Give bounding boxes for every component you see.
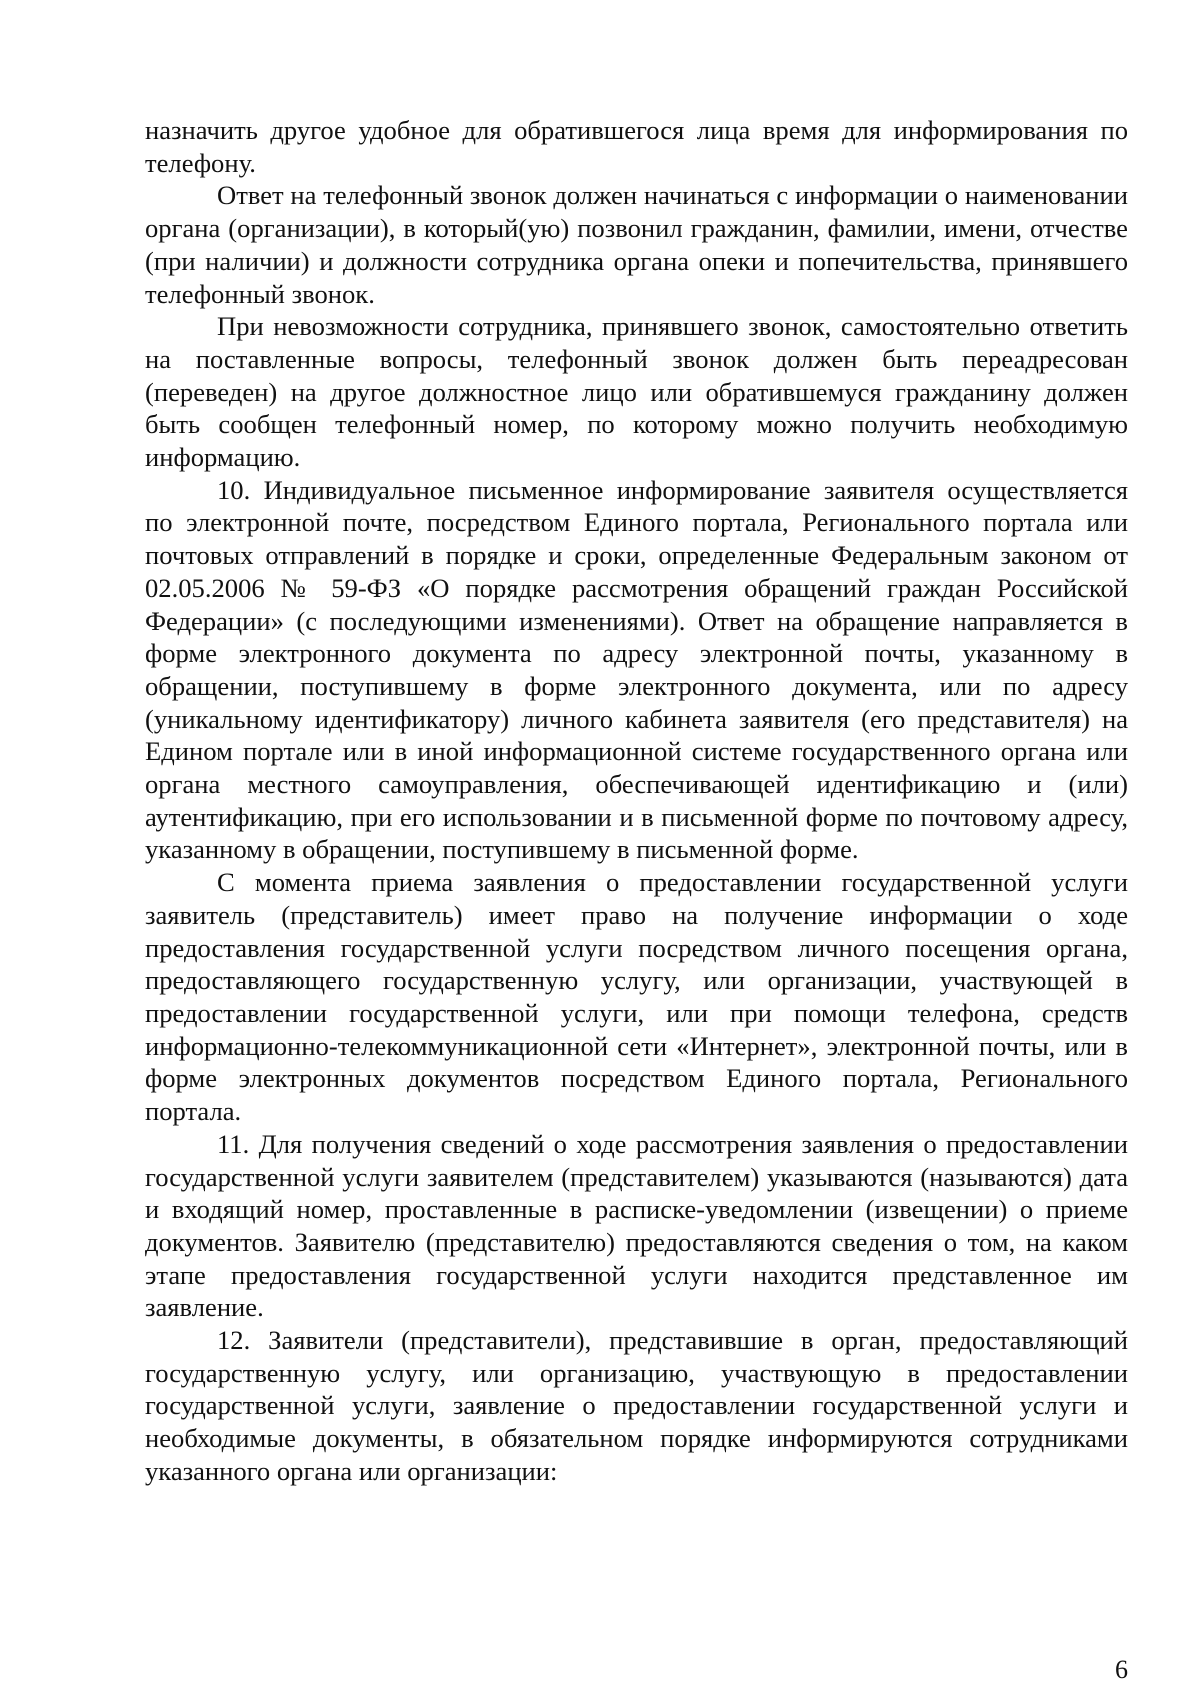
paragraph-4: 10. Индивидуальное письменное информирование заявителя осуществляется по электронной почте, посредством Единого портала, Регионального портала или почтовых отправлений в порядке и сроки, определенные Федеральным законом от 02.05.2006 № 59-ФЗ «О порядке рассмотрения обращений граждан Российской Федерации» (с последующими изменениями). Ответ на обращение направляется в форме электронного документа по адресу электронной почты, указанному в обращении, поступившему в форме электронного документа, или по адресу (уникальному идентификатору) личного кабинета заявителя (его представителя) на Едином портале или в иной информационной системе государственного органа или органа местного самоуправления, обеспечивающей идентификацию и (или) аутентификацию, при его использовании и в письменной форме по почтовому адресу, указанному в обращении, поступившему в письменной форме. (145, 474, 1128, 865)
paragraph-7: 12. Заявители (представители), представившие в орган, предоставляющий государственную услугу, или организацию, участвующую в предоставлении государственной услуги, заявление о предоставлении государственной услуги и необходимые документы, в обязательном порядке информируются сотрудниками указанного органа или организации: (145, 1325, 1128, 1486)
page-number: 6 (1115, 1655, 1128, 1684)
paragraph-1: назначить другое удобное для обратившегося лица время для информирования по телефону. (145, 115, 1128, 178)
document-body (145, 114, 1128, 1488)
paragraph-2: Ответ на телефонный звонок должен начинаться с информации о наименовании органа (организации), в который(ую) позвонил гражданин, фамилии, имени, отчестве (при наличии) и должности сотрудника органа опеки и попечительства, принявшего телефонный звонок. (145, 180, 1128, 309)
paragraph-5: С момента приема заявления о предоставлении государственной услуги заявитель (представитель) имеет право на получение информации о ходе предоставления государственной услуги посредством личного посещения органа, предоставляющего государственную услугу, или организации, участвующей в предоставлении государственной услуги, или при помощи телефона, средств информационно-телекоммуникационной сети «Интернет», электронной почты, или в форме электронных документов посредством Единого портала, Регионального портала. (145, 867, 1128, 1127)
paragraph-6: 11. Для получения сведений о ходе рассмотрения заявления о предоставлении государственной услуги заявителем (представителем) указываются (называются) дата и входящий номер, проставленные в расписке-уведомлении (извещении) о приеме документов. Заявителю (представителю) предоставляются сведения о том, на каком этапе предоставления государственной услуги находится представленное им заявление. (145, 1128, 1128, 1323)
paragraph-3: При невозможности сотрудника, принявшего звонок, самостоятельно ответить на поставленные вопросы, телефонный звонок должен быть переадресован (переведен) на другое должностное лицо или обратившемуся гражданину должен быть сообщен телефонный номер, по которому можно получить необходимую информацию. (145, 311, 1128, 473)
